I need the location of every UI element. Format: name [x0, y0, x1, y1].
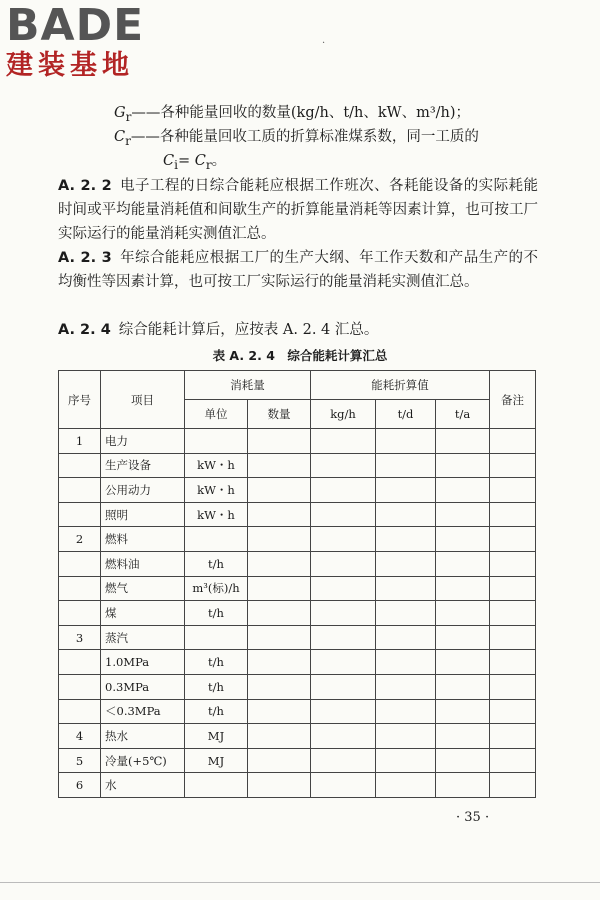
ta-cell [436, 502, 490, 527]
remark-cell [490, 429, 536, 454]
seq-cell: 5 [59, 748, 101, 773]
kgh-cell [311, 748, 376, 773]
item-cell: 冷量(+5℃) [101, 748, 185, 773]
item-cell: 生产设备 [101, 453, 185, 478]
item-cell: 照明 [101, 502, 185, 527]
quantity-cell [248, 773, 311, 798]
seq-cell [59, 601, 101, 626]
remark-cell [490, 699, 536, 724]
ta-cell [436, 478, 490, 503]
item-cell: 热水 [101, 724, 185, 749]
definition-c-continued: $C_i= C_r$。 [163, 153, 227, 172]
scan-dot: · [322, 38, 326, 49]
td-cell [376, 453, 436, 478]
ta-cell [436, 699, 490, 724]
td-cell [376, 724, 436, 749]
unit-cell: kW・h [185, 478, 248, 503]
seq-cell [59, 650, 101, 675]
ta-cell [436, 773, 490, 798]
table-row [59, 724, 536, 749]
quantity-cell [248, 601, 311, 626]
unit-cell: MJ [185, 724, 248, 749]
remark-cell [490, 625, 536, 650]
table-row [59, 527, 536, 552]
item-cell: 蒸汽 [101, 625, 185, 650]
unit-cell [185, 625, 248, 650]
item-cell: 水 [101, 773, 185, 798]
remark-cell [490, 502, 536, 527]
remark-cell [490, 724, 536, 749]
td-cell [376, 429, 436, 454]
quantity-cell [248, 650, 311, 675]
quantity-cell [248, 625, 311, 650]
ta-cell [436, 625, 490, 650]
seq-cell [59, 699, 101, 724]
unit-cell: t/h [185, 674, 248, 699]
quantity-cell [248, 429, 311, 454]
seq-cell [59, 502, 101, 527]
paragraph-a23: A. 2. 3 年综合能耗应根据工厂的生产大纲、年工作天数和产品生产的不均衡性等因素计算，也可按工厂实际运行的能量消耗实测值汇总。 [58, 250, 538, 290]
kgh-cell [311, 699, 376, 724]
logo-subtitle: 建装基地 [6, 50, 134, 81]
table-row [59, 625, 536, 650]
ta-cell [436, 748, 490, 773]
remark-cell [490, 527, 536, 552]
table-row [59, 748, 536, 773]
table-row [59, 576, 536, 601]
table-row [59, 674, 536, 699]
td-cell [376, 601, 436, 626]
energy-summary-table [58, 370, 536, 798]
ta-cell [436, 453, 490, 478]
table-row [59, 502, 536, 527]
seq-cell: 1 [59, 429, 101, 454]
quantity-cell [248, 674, 311, 699]
unit-cell: kW・h [185, 502, 248, 527]
td-cell [376, 699, 436, 724]
td-cell [376, 674, 436, 699]
seq-cell: 2 [59, 527, 101, 552]
clause-number: A. 2. 3 [58, 250, 112, 266]
kgh-cell [311, 478, 376, 503]
paragraph-a22: A. 2. 2 电子工程的日综合能耗应根据工作班次、各耗能设备的实际耗能时间或平均能量消耗值和间歇生产的折算能量消耗等因素计算，也可按工厂实际运行的能量消耗实测值汇总。 [58, 178, 538, 242]
seq-cell [59, 453, 101, 478]
seq-cell: 6 [59, 773, 101, 798]
ta-cell [436, 576, 490, 601]
header-seq: 序号 [59, 371, 101, 429]
kgh-cell [311, 601, 376, 626]
definition-c: $C_r——$各种能量回收工质的折算标准煤系数，同一工质的 [114, 129, 479, 148]
kgh-cell [311, 674, 376, 699]
quantity-cell [248, 748, 311, 773]
unit-cell: t/h [185, 699, 248, 724]
unit-cell: t/h [185, 650, 248, 675]
quantity-cell [248, 551, 311, 576]
td-cell [376, 551, 436, 576]
td-cell [376, 773, 436, 798]
ta-cell [436, 674, 490, 699]
table-row [59, 429, 536, 454]
logo [6, 0, 176, 82]
ta-cell [436, 724, 490, 749]
item-cell: 电力 [101, 429, 185, 454]
header-item: 项目 [101, 371, 185, 429]
td-cell [376, 650, 436, 675]
table-row [59, 601, 536, 626]
seq-cell [59, 551, 101, 576]
quantity-cell [248, 724, 311, 749]
remark-cell [490, 478, 536, 503]
quantity-cell [248, 527, 311, 552]
ta-cell [436, 551, 490, 576]
ta-cell [436, 650, 490, 675]
remark-cell [490, 601, 536, 626]
bottom-rule [0, 882, 600, 883]
remark-cell [490, 674, 536, 699]
quantity-cell [248, 478, 311, 503]
item-cell: 燃料油 [101, 551, 185, 576]
unit-cell: MJ [185, 748, 248, 773]
header-consumption: 消耗量 [185, 371, 311, 400]
item-cell: ＜0.3MPa [101, 699, 185, 724]
item-cell: 燃料 [101, 527, 185, 552]
kgh-cell [311, 502, 376, 527]
header-remark: 备注 [490, 371, 536, 429]
item-cell: 煤 [101, 601, 185, 626]
ta-cell [436, 601, 490, 626]
kgh-cell [311, 650, 376, 675]
item-cell: 燃气 [101, 576, 185, 601]
kgh-cell [311, 576, 376, 601]
logo-word: BADE [6, 0, 145, 51]
quantity-cell [248, 699, 311, 724]
ta-cell [436, 527, 490, 552]
quantity-cell [248, 576, 311, 601]
header-kgh: kg/h [311, 400, 376, 429]
td-cell [376, 625, 436, 650]
remark-cell [490, 453, 536, 478]
table-row [59, 699, 536, 724]
ta-cell [436, 429, 490, 454]
td-cell [376, 576, 436, 601]
table-caption: 表 A. 2. 4 综合能耗计算汇总 [212, 348, 388, 363]
table-row [59, 773, 536, 798]
kgh-cell [311, 527, 376, 552]
unit-cell: t/h [185, 551, 248, 576]
header-ta: t/a [436, 400, 490, 429]
table-row [59, 453, 536, 478]
definition-g: $G_r——$各种能量回收的数量(kg/h、t/h、kW、m³/h)； [114, 105, 471, 124]
unit-cell [185, 773, 248, 798]
remark-cell [490, 650, 536, 675]
td-cell [376, 502, 436, 527]
seq-cell [59, 674, 101, 699]
table-row [59, 478, 536, 503]
paragraph-a24: A. 2. 4 综合能耗计算后，应按表 A. 2. 4 汇总。 [58, 322, 379, 338]
unit-cell [185, 429, 248, 454]
kgh-cell [311, 773, 376, 798]
header-conversion: 能耗折算值 [311, 371, 490, 400]
remark-cell [490, 773, 536, 798]
seq-cell [59, 576, 101, 601]
header-td: t/d [376, 400, 436, 429]
seq-cell [59, 478, 101, 503]
item-cell: 1.0MPa [101, 650, 185, 675]
kgh-cell [311, 625, 376, 650]
remark-cell [490, 551, 536, 576]
kgh-cell [311, 453, 376, 478]
kgh-cell [311, 429, 376, 454]
unit-cell: t/h [185, 601, 248, 626]
seq-cell: 4 [59, 724, 101, 749]
td-cell [376, 748, 436, 773]
table-row [59, 551, 536, 576]
quantity-cell [248, 502, 311, 527]
item-cell: 0.3MPa [101, 674, 185, 699]
page-number: · 35 · [456, 810, 490, 825]
header-unit: 单位 [185, 400, 248, 429]
quantity-cell [248, 453, 311, 478]
clause-number: A. 2. 4 [58, 322, 111, 338]
unit-cell: kW・h [185, 453, 248, 478]
kgh-cell [311, 551, 376, 576]
seq-cell: 3 [59, 625, 101, 650]
header-quantity: 数量 [248, 400, 311, 429]
td-cell [376, 478, 436, 503]
kgh-cell [311, 724, 376, 749]
unit-cell [185, 527, 248, 552]
remark-cell [490, 576, 536, 601]
unit-cell: m³(标)/h [185, 576, 248, 601]
remark-cell [490, 748, 536, 773]
table-row [59, 650, 536, 675]
clause-number: A. 2. 2 [58, 178, 112, 194]
item-cell: 公用动力 [101, 478, 185, 503]
td-cell [376, 527, 436, 552]
